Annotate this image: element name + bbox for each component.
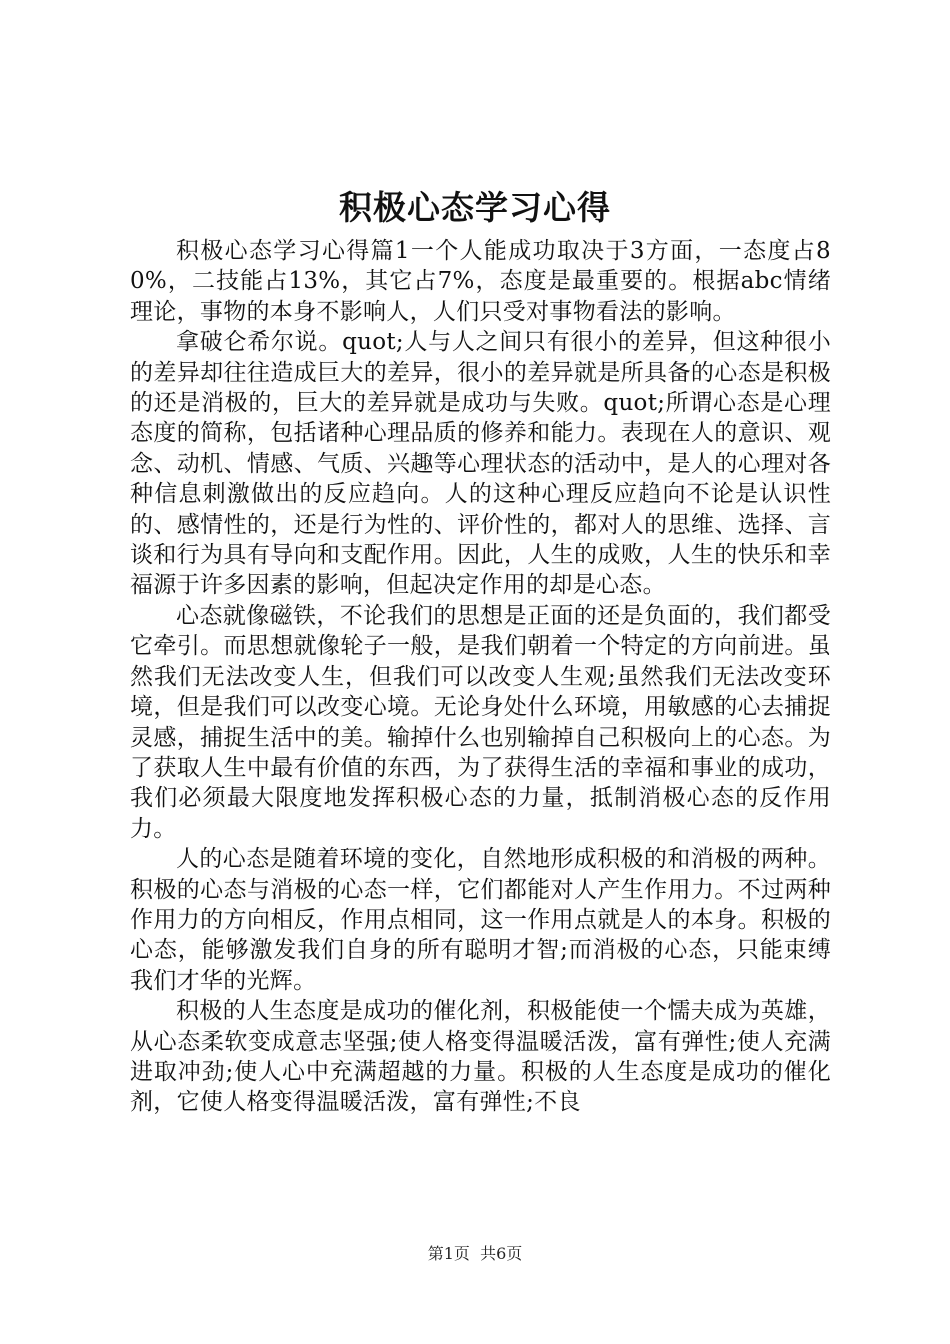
footer-spacer [470,1244,480,1263]
page-total: 共6页 [480,1244,523,1263]
page-title: 积极心态学习心得 [339,188,611,227]
paragraph: 积极的人生态度是成功的催化剂，积极能使一个懦夫成为英雄，从心态柔软变成意志坚强;使人格变得温暖活泼，富有弹性;使人充满进取冲劲;使人心中充满超越的力量。积极的人生态度是成功的催化剂，它使人格变得温暖活泼，富有弹性;不良 [130,998,831,1116]
page-footer [0,1242,950,1266]
paragraph: 积极心态学习心得篇1一个人能成功取决于3方面，一态度占80%，二技能占13%，其它占7%，态度是最重要的。根据abc情绪理论，事物的本身不影响人，人们只受对事物看法的影响。 [130,238,831,325]
paragraph: 心态就像磁铁，不论我们的思想是正面的还是负面的，我们都受它牵引。而思想就像轮子一般，是我们朝着一个特定的方向前进。虽然我们无法改变人生，但我们可以改变人生观;虽然我们无法改变环境，但是我们可以改变心境。无论身处什么环境，用敏感的心去捕捉灵感，捕捉生活中的美。输掉什么也别输掉自己积极向上的心态。为了获取人生中最有价值的东西，为了获得生活的幸福和事业的成功，我们必须最大限度地发挥积极心态的力量，抵制消极心态的反作用力。 [130,602,831,842]
page-number: 第1页 [427,1244,470,1263]
document-body [130,236,831,1118]
paragraph: 拿破仑希尔说。quot;人与人之间只有很小的差异，但这种很小的差异却往往造成巨大的差异，很小的差异就是所具备的心态是积极的还是消极的，巨大的差异就是成功与失败。quot;所谓心态是心理态度的简称，包括诸种心理品质的修养和能力。表现在人的意识、观念、动机、情感、气质、兴趣等心理状态的活动中，是人的心理对各种信息刺激做出的反应趋向。人的这种心理反应趋向不论是认识性的、感情性的，还是行为性的、评价性的，都对人的思维、选择、言谈和行为具有导向和支配作用。因此，人生的成败，人生的快乐和幸福源于许多因素的影响，但起决定作用的却是心态。 [130,329,831,599]
paragraph: 人的心态是随着环境的变化，自然地形成积极的和消极的两种。积极的心态与消极的心态一样，它们都能对人产生作用力。不过两种作用力的方向相反，作用点相同，这一作用点就是人的本身。积极的心态，能够激发我们自身的所有聪明才智;而消极的心态，只能束缚我们才华的光辉。 [130,846,831,994]
